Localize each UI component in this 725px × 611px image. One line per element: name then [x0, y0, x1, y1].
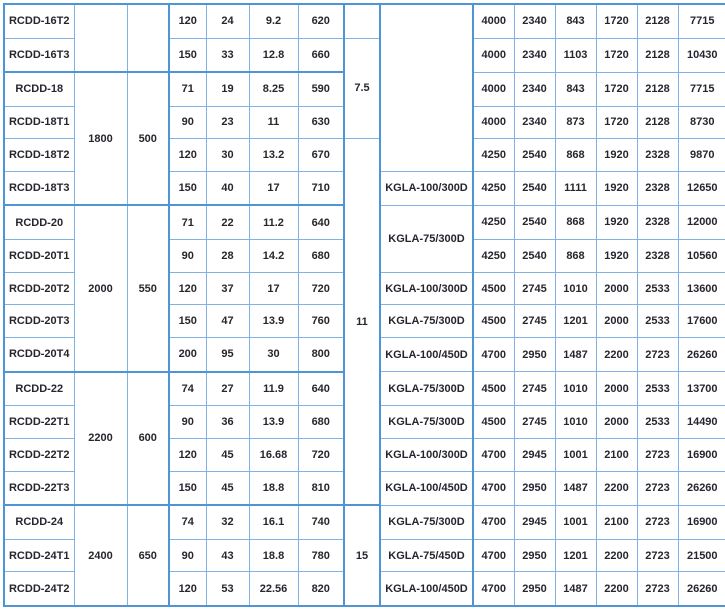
value-cell: 4700	[473, 338, 514, 372]
value-cell: 2540	[514, 239, 555, 272]
value-cell: 2945	[514, 438, 555, 471]
kgla-model-cell: KGLA-100/450D	[380, 471, 473, 505]
value-cell: 4700	[473, 539, 514, 572]
rcdd-model-cell: RCDD-18T1	[4, 106, 74, 139]
value-cell: 16.68	[249, 438, 298, 471]
value-cell: 2200	[596, 572, 637, 606]
value-cell: 1001	[555, 505, 596, 539]
value-cell: 670	[298, 139, 344, 172]
value-cell: 150	[169, 305, 206, 338]
value-cell: 120	[169, 139, 206, 172]
value-cell: 11	[249, 106, 298, 139]
value-cell: 16.1	[249, 505, 298, 539]
value-cell: 630	[298, 106, 344, 139]
value-cell: 22	[206, 205, 249, 239]
value-cell	[74, 4, 127, 72]
value-cell: 868	[555, 205, 596, 239]
value-cell: 2540	[514, 139, 555, 172]
value-cell: 45	[206, 438, 249, 471]
value-cell: 2400	[74, 505, 127, 606]
value-cell: 17	[249, 272, 298, 305]
value-cell: 74	[169, 505, 206, 539]
value-cell: 12000	[678, 205, 725, 239]
value-cell: 2950	[514, 539, 555, 572]
value-cell: 18.8	[249, 539, 298, 572]
value-cell: 1720	[596, 4, 637, 38]
value-cell: 720	[298, 272, 344, 305]
value-cell: 2945	[514, 505, 555, 539]
value-cell: 2128	[637, 72, 678, 106]
rcdd-model-cell: RCDD-22T2	[4, 438, 74, 471]
kgla-model-cell: KGLA-100/300D	[380, 171, 473, 205]
value-cell: 4250	[473, 239, 514, 272]
value-cell: 28	[206, 239, 249, 272]
value-cell: 90	[169, 539, 206, 572]
value-cell: 30	[249, 338, 298, 372]
value-cell: 2200	[74, 372, 127, 505]
kgla-model-cell: KGLA-75/450D	[380, 539, 473, 572]
value-cell: 47	[206, 305, 249, 338]
value-cell: 2533	[637, 305, 678, 338]
value-cell: 17600	[678, 305, 725, 338]
value-cell: 1720	[596, 106, 637, 139]
value-cell: 120	[169, 438, 206, 471]
value-cell: 23	[206, 106, 249, 139]
value-cell: 2328	[637, 205, 678, 239]
value-cell: 868	[555, 239, 596, 272]
rcdd-model-cell: RCDD-18T2	[4, 139, 74, 172]
value-cell: 4700	[473, 471, 514, 505]
value-cell: 600	[127, 372, 169, 505]
rcdd-model-cell: RCDD-22T3	[4, 471, 74, 505]
rcdd-model-cell: RCDD-24T2	[4, 572, 74, 606]
value-cell: 7.5	[344, 38, 380, 139]
value-cell: 2000	[596, 372, 637, 406]
value-cell: 680	[298, 406, 344, 439]
rcdd-model-cell: RCDD-22	[4, 372, 74, 406]
value-cell: 10430	[678, 38, 725, 72]
value-cell: 30	[206, 139, 249, 172]
value-cell: 2100	[596, 438, 637, 471]
value-cell: 14.2	[249, 239, 298, 272]
value-cell: 2723	[637, 338, 678, 372]
value-cell: 1010	[555, 372, 596, 406]
value-cell: 2540	[514, 205, 555, 239]
kgla-model-cell: KGLA-75/300D	[380, 205, 473, 272]
value-cell: 2328	[637, 139, 678, 172]
value-cell: 4500	[473, 272, 514, 305]
value-cell: 800	[298, 338, 344, 372]
value-cell: 32	[206, 505, 249, 539]
value-cell: 9.2	[249, 4, 298, 38]
value-cell: 820	[298, 572, 344, 606]
value-cell: 18.8	[249, 471, 298, 505]
value-cell: 11.9	[249, 372, 298, 406]
table-row	[4, 505, 725, 539]
value-cell: 2340	[514, 106, 555, 139]
value-cell: 95	[206, 338, 249, 372]
value-cell: 2745	[514, 305, 555, 338]
value-cell: 2723	[637, 505, 678, 539]
value-cell: 16900	[678, 505, 725, 539]
value-cell: 71	[169, 72, 206, 106]
value-cell: 2000	[596, 305, 637, 338]
value-cell: 90	[169, 239, 206, 272]
value-cell: 2745	[514, 372, 555, 406]
value-cell: 4700	[473, 572, 514, 606]
value-cell	[127, 4, 169, 72]
value-cell: 2723	[637, 471, 678, 505]
rcdd-model-cell: RCDD-20T1	[4, 239, 74, 272]
value-cell: 7715	[678, 72, 725, 106]
value-cell: 2128	[637, 4, 678, 38]
value-cell: 2200	[596, 539, 637, 572]
rcdd-model-cell: RCDD-20T3	[4, 305, 74, 338]
value-cell: 2340	[514, 38, 555, 72]
value-cell: 1487	[555, 338, 596, 372]
value-cell: 21500	[678, 539, 725, 572]
value-cell: 4700	[473, 438, 514, 471]
value-cell: 2745	[514, 272, 555, 305]
rcdd-model-cell: RCDD-18	[4, 72, 74, 106]
value-cell: 4250	[473, 171, 514, 205]
value-cell: 71	[169, 205, 206, 239]
value-cell: 8730	[678, 106, 725, 139]
value-cell: 1720	[596, 38, 637, 72]
value-cell: 4700	[473, 505, 514, 539]
kgla-model-cell: KGLA-100/300D	[380, 438, 473, 471]
value-cell: 4500	[473, 305, 514, 338]
rcdd-model-cell: RCDD-18T3	[4, 171, 74, 205]
value-cell: 660	[298, 38, 344, 72]
value-cell: 4000	[473, 106, 514, 139]
spec-table	[3, 3, 725, 607]
value-cell: 1800	[74, 72, 127, 205]
value-cell: 22.56	[249, 572, 298, 606]
value-cell: 2723	[637, 539, 678, 572]
value-cell: 780	[298, 539, 344, 572]
rcdd-model-cell: RCDD-16T2	[4, 4, 74, 38]
value-cell: 1920	[596, 171, 637, 205]
rcdd-model-cell: RCDD-24	[4, 505, 74, 539]
value-cell: 16900	[678, 438, 725, 471]
value-cell: 11.2	[249, 205, 298, 239]
value-cell: 4500	[473, 372, 514, 406]
value-cell: 36	[206, 406, 249, 439]
value-cell: 1001	[555, 438, 596, 471]
value-cell: 13600	[678, 272, 725, 305]
value-cell: 1201	[555, 305, 596, 338]
value-cell	[344, 4, 380, 38]
value-cell: 650	[127, 505, 169, 606]
value-cell: 8.25	[249, 72, 298, 106]
value-cell: 4500	[473, 406, 514, 439]
value-cell: 640	[298, 205, 344, 239]
rcdd-model-cell: RCDD-20	[4, 205, 74, 239]
value-cell: 24	[206, 4, 249, 38]
value-cell: 4250	[473, 205, 514, 239]
kgla-model-cell: KGLA-75/300D	[380, 372, 473, 406]
value-cell: 37	[206, 272, 249, 305]
value-cell: 760	[298, 305, 344, 338]
value-cell: 810	[298, 471, 344, 505]
value-cell: 12650	[678, 171, 725, 205]
rcdd-model-cell: RCDD-16T3	[4, 38, 74, 72]
value-cell: 2000	[74, 205, 127, 371]
value-cell: 873	[555, 106, 596, 139]
value-cell: 2200	[596, 338, 637, 372]
value-cell: 550	[127, 205, 169, 371]
value-cell: 11	[344, 139, 380, 505]
value-cell: 2200	[596, 471, 637, 505]
value-cell: 2950	[514, 338, 555, 372]
value-cell: 26260	[678, 471, 725, 505]
value-cell: 13.9	[249, 406, 298, 439]
value-cell: 53	[206, 572, 249, 606]
value-cell: 1103	[555, 38, 596, 72]
value-cell: 1111	[555, 171, 596, 205]
value-cell: 1487	[555, 471, 596, 505]
rcdd-model-cell: RCDD-24T1	[4, 539, 74, 572]
value-cell: 2533	[637, 406, 678, 439]
value-cell: 13.2	[249, 139, 298, 172]
value-cell: 150	[169, 471, 206, 505]
value-cell: 2328	[637, 239, 678, 272]
value-cell: 45	[206, 471, 249, 505]
value-cell: 1720	[596, 72, 637, 106]
kgla-model-cell: KGLA-75/300D	[380, 406, 473, 439]
value-cell: 4000	[473, 72, 514, 106]
value-cell: 150	[169, 38, 206, 72]
value-cell: 120	[169, 272, 206, 305]
rcdd-model-cell: RCDD-20T4	[4, 338, 74, 372]
value-cell: 4000	[473, 38, 514, 72]
value-cell: 2950	[514, 471, 555, 505]
value-cell: 843	[555, 4, 596, 38]
value-cell: 2723	[637, 438, 678, 471]
value-cell: 2100	[596, 505, 637, 539]
value-cell: 1920	[596, 139, 637, 172]
value-cell: 120	[169, 572, 206, 606]
value-cell: 90	[169, 106, 206, 139]
kgla-model-cell: KGLA-100/450D	[380, 572, 473, 606]
value-cell: 2000	[596, 272, 637, 305]
value-cell: 74	[169, 372, 206, 406]
value-cell: 120	[169, 4, 206, 38]
value-cell: 15	[344, 505, 380, 606]
value-cell: 2000	[596, 406, 637, 439]
value-cell: 14490	[678, 406, 725, 439]
value-cell: 26260	[678, 572, 725, 606]
value-cell: 26260	[678, 338, 725, 372]
value-cell: 710	[298, 171, 344, 205]
value-cell: 19	[206, 72, 249, 106]
kgla-model-cell: KGLA-75/300D	[380, 305, 473, 338]
value-cell: 4250	[473, 139, 514, 172]
value-cell: 13.9	[249, 305, 298, 338]
rcdd-model-cell: RCDD-20T2	[4, 272, 74, 305]
value-cell: 1487	[555, 572, 596, 606]
value-cell: 40	[206, 171, 249, 205]
value-cell: 7715	[678, 4, 725, 38]
value-cell: 2340	[514, 72, 555, 106]
value-cell: 1201	[555, 539, 596, 572]
value-cell: 2723	[637, 572, 678, 606]
value-cell: 640	[298, 372, 344, 406]
value-cell: 4000	[473, 4, 514, 38]
value-cell: 590	[298, 72, 344, 106]
value-cell: 2328	[637, 171, 678, 205]
kgla-model-cell: KGLA-100/450D	[380, 338, 473, 372]
value-cell: 720	[298, 438, 344, 471]
value-cell: 2128	[637, 106, 678, 139]
value-cell: 12.8	[249, 38, 298, 72]
value-cell: 843	[555, 72, 596, 106]
rcdd-model-cell: RCDD-22T1	[4, 406, 74, 439]
value-cell: 1920	[596, 205, 637, 239]
value-cell: 620	[298, 4, 344, 38]
value-cell: 10560	[678, 239, 725, 272]
value-cell: 2540	[514, 171, 555, 205]
value-cell: 33	[206, 38, 249, 72]
kgla-model-cell: KGLA-75/300D	[380, 505, 473, 539]
value-cell: 17	[249, 171, 298, 205]
value-cell: 13700	[678, 372, 725, 406]
value-cell: 2128	[637, 38, 678, 72]
value-cell: 27	[206, 372, 249, 406]
value-cell: 2745	[514, 406, 555, 439]
value-cell: 9870	[678, 139, 725, 172]
value-cell: 740	[298, 505, 344, 539]
value-cell: 1920	[596, 239, 637, 272]
value-cell: 680	[298, 239, 344, 272]
value-cell: 150	[169, 171, 206, 205]
value-cell: 1010	[555, 406, 596, 439]
value-cell: 2950	[514, 572, 555, 606]
value-cell: 2533	[637, 272, 678, 305]
kgla-model-cell: KGLA-100/300D	[380, 272, 473, 305]
value-cell: 500	[127, 72, 169, 205]
value-cell: 2340	[514, 4, 555, 38]
value-cell: 90	[169, 406, 206, 439]
value-cell: 868	[555, 139, 596, 172]
value-cell: 2533	[637, 372, 678, 406]
value-cell: 43	[206, 539, 249, 572]
table-row	[4, 4, 725, 38]
value-cell: 1010	[555, 272, 596, 305]
value-cell: 200	[169, 338, 206, 372]
kgla-model-cell	[380, 4, 473, 171]
